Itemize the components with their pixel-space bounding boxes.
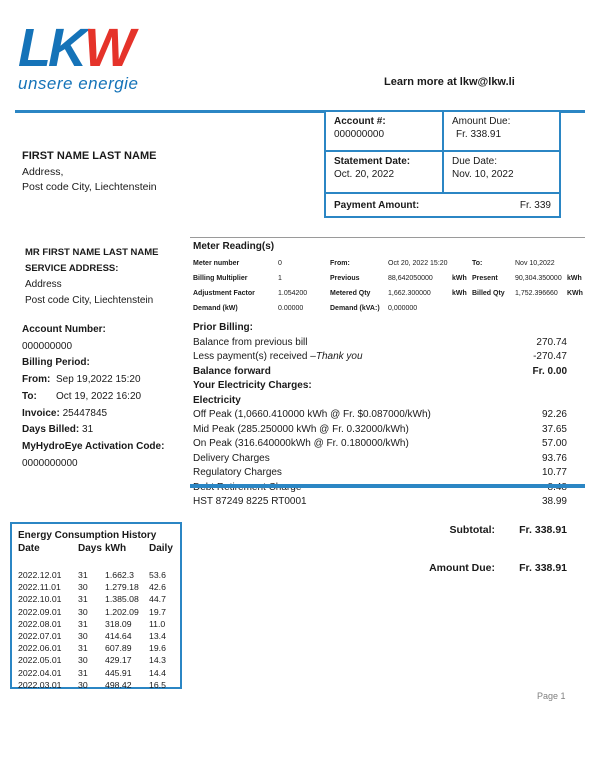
- meter-cell: 0.00000: [278, 305, 304, 312]
- charge-row: [193, 495, 567, 510]
- charge-value: 57.00: [541, 438, 567, 449]
- charge-row: [193, 452, 567, 467]
- balance-previous-label: Balance from previous bill: [193, 336, 308, 348]
- consumption-daily: 11.0: [149, 618, 166, 629]
- due-date-label: Due Date:: [452, 156, 498, 167]
- service-address-line2: Post code City, Liechtenstein: [25, 295, 154, 306]
- to-label: To:: [22, 390, 37, 402]
- consumption-kwh: 1.202.09: [105, 606, 139, 617]
- consumption-header-kwh: kWh: [105, 543, 127, 554]
- consumption-row: [18, 654, 174, 666]
- meter-readings-section: [193, 241, 587, 316]
- statement-date-label: Statement Date:: [334, 156, 411, 167]
- due-date-value: Nov. 10, 2022: [452, 169, 514, 180]
- meter-cell: Previous: [330, 275, 360, 282]
- meter-row: [193, 256, 587, 271]
- consumption-daily: 14.4: [149, 667, 166, 678]
- subtotal-row: [380, 524, 567, 536]
- meter-cell: Billing Multiplier: [193, 275, 248, 282]
- consumption-row: [18, 606, 174, 618]
- less-payments-italic: Thank you: [315, 351, 363, 362]
- meter-row: [193, 301, 587, 316]
- consumption-days: 31: [78, 618, 88, 629]
- consumption-kwh: 429.17: [105, 655, 132, 666]
- from-label: From:: [22, 374, 51, 386]
- days-billed-label: Days Billed:: [22, 424, 80, 436]
- meter-cell: kWh: [452, 290, 467, 297]
- meter-cell: 88,642050000: [388, 275, 433, 282]
- consumption-header-date: Date: [18, 543, 40, 554]
- charge-label: HST 87249 8225 RT0001: [193, 496, 307, 507]
- consumption-header-row: [18, 542, 174, 556]
- activation-code-value: 0000000000: [22, 457, 78, 469]
- subtotal-label: Subtotal:: [449, 524, 495, 536]
- charge-value: 93.76: [541, 452, 567, 464]
- recipient-address-line2: Post code City, Liechtenstein: [22, 181, 157, 193]
- meter-cell: Meter number: [193, 260, 240, 267]
- charge-value: 10.77: [541, 467, 567, 478]
- meter-cell: 1: [278, 275, 282, 282]
- consumption-date: 2022.10.01: [18, 594, 62, 605]
- meter-cell: Metered Qty: [330, 290, 371, 297]
- meter-cell: [515, 301, 567, 316]
- meter-cell: From:: [330, 260, 350, 267]
- meter-readings-title: Meter Reading(s): [193, 241, 275, 252]
- days-billed-line: [22, 422, 164, 439]
- billing-line: [193, 365, 567, 380]
- statement-date-cell: [326, 150, 444, 192]
- consumption-date: 2022.05.01: [18, 655, 62, 666]
- electricity-charges-title: Your Electricity Charges:: [193, 380, 312, 391]
- consumption-title: Energy Consumption History: [18, 530, 157, 541]
- payment-amount-row: [326, 192, 559, 216]
- lkw-logo-text: [18, 20, 138, 76]
- account-number-heading: Account Number:: [22, 324, 106, 335]
- electricity-subtitle: Electricity: [193, 394, 241, 406]
- payment-amount-value: Fr. 339: [519, 199, 551, 211]
- invoice-value: 25447845: [62, 407, 108, 419]
- lkw-logo: [18, 20, 138, 94]
- consumption-days: 31: [78, 667, 88, 678]
- energy-consumption-history-box: [10, 522, 182, 689]
- consumption-row: [18, 581, 174, 593]
- activation-code-heading: MyHydroEye Activation Code:: [22, 440, 165, 452]
- amount-due-label: Amount Due:: [452, 116, 511, 127]
- consumption-daily: 13.4: [149, 631, 166, 642]
- page-number: Page 1: [537, 691, 566, 701]
- meter-row: [193, 286, 587, 301]
- due-date-cell: [444, 150, 559, 192]
- charge-value: 37.65: [541, 423, 567, 435]
- total-amount-due-value: Fr. 338.91: [519, 562, 567, 574]
- meter-section-rule: [190, 237, 585, 238]
- invoice-line: [22, 406, 164, 423]
- meter-cell: Adjustment Factor: [193, 290, 255, 297]
- account-number-detail-value: 000000000: [22, 340, 73, 352]
- consumption-days: 30: [78, 582, 88, 593]
- meter-cell: Nov 10,2022: [515, 260, 555, 267]
- meter-cell: 1,752.396660: [515, 290, 558, 297]
- billing-section: [193, 321, 567, 510]
- consumption-date: 2022.12.01: [18, 570, 62, 580]
- days-billed-value: 31: [82, 424, 94, 436]
- consumption-row: [18, 630, 174, 642]
- less-payments-label: [193, 350, 363, 365]
- charge-row: [193, 423, 567, 438]
- service-address-line1: Address: [25, 279, 62, 290]
- consumption-daily: 42.6: [149, 582, 166, 593]
- consumption-days: 30: [78, 606, 88, 617]
- subtotal-value: Fr. 338.91: [519, 524, 567, 536]
- account-number-cell: [326, 112, 444, 150]
- amount-due-row: [380, 562, 567, 574]
- consumption-date: 2022.08.01: [18, 618, 62, 629]
- meter-cell: [472, 301, 515, 316]
- consumption-kwh: 498.42: [105, 679, 132, 690]
- prior-billing-title: Prior Billing:: [193, 322, 253, 333]
- balance-previous-value: 270.74: [536, 336, 567, 348]
- consumption-kwh: 318.09: [105, 618, 132, 629]
- charge-row: [193, 466, 567, 481]
- service-address-label: SERVICE ADDRESS:: [25, 263, 119, 274]
- recipient-name: FIRST NAME LAST NAME: [22, 150, 157, 162]
- to-value: Oct 19, 2022 16:20: [56, 390, 142, 402]
- service-address-block: [25, 245, 159, 309]
- payment-amount-label: Payment Amount:: [334, 199, 420, 211]
- consumption-row: [18, 679, 174, 691]
- charge-label: On Peak (316.640000kWh @ Fr. 0.180000/kWh): [193, 438, 409, 449]
- meter-cell: 1.054200: [278, 290, 308, 297]
- meter-cell: 90,304.350000: [515, 275, 562, 282]
- consumption-date: 2022.11.01: [18, 582, 61, 593]
- consumption-days: 31: [78, 594, 88, 605]
- logo-w-letter: W: [83, 18, 132, 78]
- meter-cell: Billed Qty: [472, 290, 505, 297]
- meter-cell: Present: [472, 275, 498, 282]
- billing-period-from: [22, 372, 164, 389]
- billing-period-heading: Billing Period:: [22, 357, 90, 369]
- consumption-daily: 19.6: [149, 643, 166, 654]
- charge-label: Off Peak (1,0660.410000 kWh @ Fr. $0.087000/kWh): [193, 409, 431, 420]
- meter-cell: KWh: [567, 290, 583, 297]
- consumption-daily: 44.7: [149, 594, 166, 605]
- meter-cell: Demand (kW): [193, 305, 238, 312]
- meter-cell: Demand (kVA:): [330, 305, 380, 312]
- meter-cell: 1,662.300000: [388, 290, 431, 297]
- meter-row: [193, 271, 587, 286]
- consumption-row: [18, 593, 174, 605]
- consumption-row: [18, 569, 174, 581]
- statement-date-value: Oct. 20, 2022: [334, 169, 395, 180]
- invoice-label: Invoice:: [22, 407, 60, 419]
- consumption-header-days: Days: [78, 543, 102, 554]
- recipient-address-line1: Address,: [22, 165, 64, 178]
- consumption-kwh: 1.385.08: [105, 594, 139, 605]
- charge-row: [193, 408, 567, 423]
- less-payments-value: -270.47: [533, 351, 567, 362]
- consumption-daily: 16.5: [149, 679, 166, 690]
- consumption-date: 2022.04.01: [18, 667, 62, 678]
- from-value: Sep 19,2022 15:20: [56, 374, 141, 386]
- consumption-row: [18, 618, 174, 630]
- less-payments-prefix: Less payment(s) received –: [193, 351, 316, 362]
- learn-more-text: Learn more at lkw@lkw.li: [384, 76, 515, 88]
- charge-label: Regulatory Charges: [193, 467, 282, 478]
- consumption-days: 30: [78, 631, 88, 642]
- charge-row: [193, 437, 567, 452]
- consumption-kwh: 414.64: [105, 631, 132, 642]
- account-number-value: 000000000: [334, 129, 385, 140]
- billing-line: [193, 350, 567, 365]
- consumption-kwh: 445.91: [105, 667, 132, 678]
- recipient-address-block: [22, 149, 157, 196]
- meter-cell: [452, 256, 472, 271]
- consumption-days: 30: [78, 655, 88, 666]
- consumption-kwh: 1.662.3: [105, 570, 134, 580]
- charge-label: Mid Peak (285.250000 kWh @ Fr. 0.32000/kWh): [193, 423, 409, 435]
- meter-cell: 0,000000: [388, 305, 418, 312]
- service-customer-name: MR FIRST NAME LAST NAME: [25, 247, 159, 258]
- balance-forward-value: Fr. 0.00: [532, 365, 567, 377]
- consumption-date: 2022.07.01: [18, 631, 62, 642]
- account-details-block: [22, 322, 164, 472]
- meter-cell: To:: [472, 260, 483, 267]
- meter-cell: 0: [278, 260, 282, 267]
- charge-value: 92.26: [541, 409, 567, 420]
- consumption-row: [18, 642, 174, 654]
- consumption-daily: 53.6: [149, 570, 166, 580]
- bill-summary-box: [324, 110, 561, 218]
- meter-cell: kWh: [567, 275, 582, 282]
- total-amount-due-label: Amount Due:: [429, 562, 495, 574]
- totals-block: [380, 524, 567, 574]
- logo-lk-letters: LK: [18, 18, 84, 78]
- balance-forward-label: Balance forward: [193, 365, 271, 377]
- consumption-days: 31: [78, 570, 88, 580]
- meter-cell: [567, 256, 585, 271]
- consumption-kwh: 1.279.18: [105, 582, 139, 593]
- charge-value: 38.99: [541, 496, 567, 507]
- meter-cell: [567, 301, 585, 316]
- consumption-date: 2022.03.01: [18, 679, 62, 690]
- billing-line: [193, 336, 567, 351]
- amount-due-value: Fr. 338.91: [456, 129, 502, 140]
- brand-tagline: unsere energie: [18, 74, 139, 93]
- consumption-date: 2022.06.01: [18, 643, 62, 654]
- consumption-daily: 14.3: [149, 655, 166, 666]
- meter-cell: Oct 20, 2022 15:20: [388, 260, 448, 267]
- consumption-date: 2022.09.01: [18, 606, 62, 617]
- consumption-days: 31: [78, 643, 88, 654]
- billing-period-to: [22, 389, 164, 406]
- charges-bottom-rule: [190, 484, 585, 488]
- consumption-daily: 19.7: [149, 606, 166, 617]
- consumption-row: [18, 667, 174, 679]
- consumption-header-daily: Daily: [149, 543, 173, 554]
- meter-cell: kWh: [452, 275, 467, 282]
- charge-label: Delivery Charges: [193, 452, 270, 464]
- account-number-label: Account #:: [334, 116, 386, 127]
- amount-due-cell: [444, 112, 559, 150]
- consumption-kwh: 607.89: [105, 643, 132, 654]
- meter-cell: [452, 301, 472, 316]
- consumption-days: 30: [78, 679, 88, 690]
